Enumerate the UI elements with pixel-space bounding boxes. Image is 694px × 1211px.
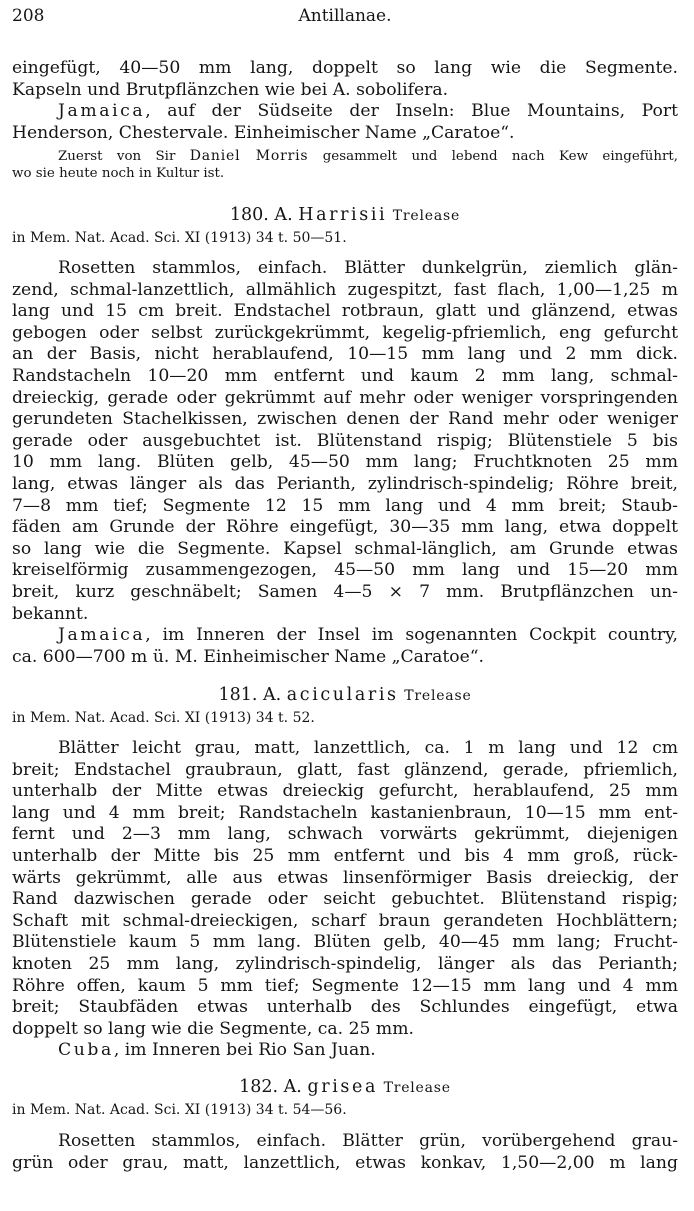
- running-title: Antillanae.: [298, 6, 392, 26]
- locality-name: Jamaica: [58, 625, 146, 646]
- text-line: 10 mm lang. Blüten gelb, 45—50 mm lang; Fruchtknoten 25 mm: [12, 452, 678, 473]
- footnote: [12, 148, 678, 182]
- page-header: [12, 6, 678, 30]
- species-entry-182: [12, 1074, 678, 1120]
- text-line: so lang wie die Segmente. Kapsel schmal-länglich, am Grunde etwas: [12, 538, 678, 559]
- species-heading: [12, 682, 678, 708]
- text-line: dreieckig, gerade oder gekrümmt auf mehr oder weniger vorspringenden: [12, 387, 678, 408]
- species-heading: [12, 1074, 678, 1100]
- species-epithet: Harrisii: [298, 205, 388, 225]
- species-epithet: grisea: [307, 1077, 378, 1097]
- locality-line: Henderson, Chestervale. Einheimischer Name „Caratoe“.: [12, 122, 515, 143]
- text-line: doppelt so lang wie die Segmente, ca. 25 mm.: [12, 1018, 414, 1039]
- species-description-180: [12, 258, 678, 668]
- species-description-182: [12, 1131, 678, 1174]
- note-line: wo sie heute noch in Kultur ist.: [12, 166, 225, 181]
- note-line: [12, 148, 678, 165]
- species-heading: [12, 202, 678, 228]
- text-line: fernt und 2—3 mm lang, schwach vorwärts gekrümmt, diejenigen: [12, 824, 678, 845]
- text-line: Blätter leicht grau, matt, lanzettlich, ca. 1 m lang und 12 cm: [58, 738, 678, 758]
- text-line: unterhalb der Mitte etwas dreieckig gefurcht, herablaufend, 25 mm: [12, 781, 678, 802]
- locality-line: [12, 625, 678, 647]
- locality-name: Jamaica: [58, 101, 146, 122]
- species-author: Trelease: [383, 1080, 451, 1096]
- text-line: gerade oder ausgebuchtet ist. Blütenstand rispig; Blütenstiele 5 bis: [12, 430, 678, 451]
- locality-line: [12, 101, 678, 123]
- text-line: Rosetten stammlos, einfach. Blätter grün, vorübergehend grau-: [58, 1131, 678, 1151]
- text-line: 7—8 mm tief; Segmente 12 15 mm lang und 4 mm breit; Staub-: [12, 495, 678, 516]
- text-line: fäden am Grunde der Röhre eingefügt, 30—35 mm lang, etwa doppelt: [12, 517, 678, 538]
- species-author: Trelease: [404, 688, 472, 704]
- page-number: 208: [12, 6, 45, 26]
- text-line: lang und 4 mm breit; Randstacheln kastanienbraun, 10—15 mm ent-: [12, 802, 678, 823]
- text-line: gebogen oder selbst zurückgekrümmt, kegelig-pfriemlich, eng gefurcht: [12, 322, 678, 343]
- text-line: breit; Staubfäden etwas unterhalb des Schlundes eingefügt, etwa: [12, 997, 678, 1018]
- text-line: Blütenstiele kaum 5 mm lang. Blüten gelb, 40—45 mm lang; Frucht-: [12, 932, 678, 953]
- species-reference: in Mem. Nat. Acad. Sci. XI (1913) 34 t. 52.: [12, 710, 315, 726]
- text-line: Rosetten stammlos, einfach. Blätter dunkelgrün, ziemlich glän-: [58, 258, 678, 278]
- locality-text: , im Inneren der Insel im sogenannten Cockpit country,: [145, 625, 678, 646]
- species-number: 180. A.: [229, 205, 293, 225]
- text-line: eingefügt, 40—50 mm lang, doppelt so lang wie die Segmente.: [12, 58, 678, 78]
- note-text: gesammelt und lebend nach Kew eingeführt,: [308, 149, 678, 164]
- species-number: 182. A.: [239, 1077, 302, 1097]
- text-line: unterhalb der Mitte bis 25 mm entfernt und bis 4 mm groß, rück-: [12, 845, 678, 866]
- species-reference: in Mem. Nat. Acad. Sci. XI (1913) 34 t. 54—56.: [12, 1102, 347, 1118]
- species-number: 181. A.: [218, 685, 282, 705]
- species-epithet: acicularis: [286, 685, 399, 705]
- text-line: lang, etwas länger als das Perianth, zylindrisch-spindelig; Röhre breit,: [12, 473, 678, 494]
- text-line: an der Basis, nicht herablaufend, 10—15 mm lang und 2 mm dick.: [12, 344, 678, 365]
- text-line: zend, schmal-lanzettlich, allmählich zugespitzt, fast flach, 1,00—1,25 m: [12, 279, 678, 300]
- text-line: bekannt.: [12, 603, 89, 624]
- text-line: breit; Endstachel graubraun, glatt, fast glänzend, gerade, pfriemlich,: [12, 759, 678, 780]
- species-entry-180: [12, 202, 678, 248]
- species-reference: in Mem. Nat. Acad. Sci. XI (1913) 34 t. 50—51.: [12, 230, 347, 246]
- species-author: Trelease: [392, 208, 461, 224]
- locality-text: , im Inneren bei Rio San Juan.: [113, 1040, 376, 1061]
- text-line: Röhre offen, kaum 5 mm tief; Segmente 12—15 mm lang und 4 mm: [12, 975, 678, 996]
- text-line: gerundeten Stachelkissen, zwischen denen der Rand mehr oder weniger: [12, 409, 678, 430]
- text-line: breit, kurz geschnäbelt; Samen 4—5 × 7 mm. Brutpflänzchen un-: [12, 581, 678, 602]
- text-line: Randstacheln 10—20 mm entfernt und kaum 2 mm lang, schmal-: [12, 365, 678, 386]
- note-text: Zuerst von Sir: [58, 149, 190, 164]
- collector-name: Daniel Morris: [189, 148, 309, 164]
- species-description-181: [12, 738, 678, 1062]
- text-line: knoten 25 mm lang, zylindrisch-spindelig, länger als das Perianth;: [12, 953, 678, 974]
- text-line: grün oder grau, matt, lanzettlich, etwas konkav, 1,50—2,00 m lang: [12, 1152, 678, 1173]
- locality-line: ca. 600—700 m ü. M. Einheimischer Name „Caratoe“.: [12, 646, 485, 667]
- species-entry-181: [12, 682, 678, 728]
- locality-text: , auf der Südseite der Inseln: Blue Mountains, Port: [145, 101, 678, 122]
- text-line: lang und 15 cm breit. Endstachel rotbraun, glatt und glänzend, etwas: [12, 301, 678, 322]
- locality-name: Cuba: [58, 1040, 114, 1061]
- text-line: Kapseln und Brutpflänzchen wie bei A. sobolifera.: [12, 79, 449, 100]
- text-line: Rand dazwischen gerade oder seicht gebuchtet. Blütenstand rispig;: [12, 889, 678, 910]
- locality-line: [12, 1040, 678, 1062]
- text-line: kreiselförmig zusammengezogen, 45—50 mm lang und 15—20 mm: [12, 560, 678, 581]
- text-line: wärts gekrümmt, alle aus etwas linsenförmiger Basis dreieckig, der: [12, 867, 678, 888]
- intro-paragraph: [12, 58, 678, 144]
- text-line: Schaft mit schmal-dreieckigen, scharf braun gerandeten Hochblättern;: [12, 910, 678, 931]
